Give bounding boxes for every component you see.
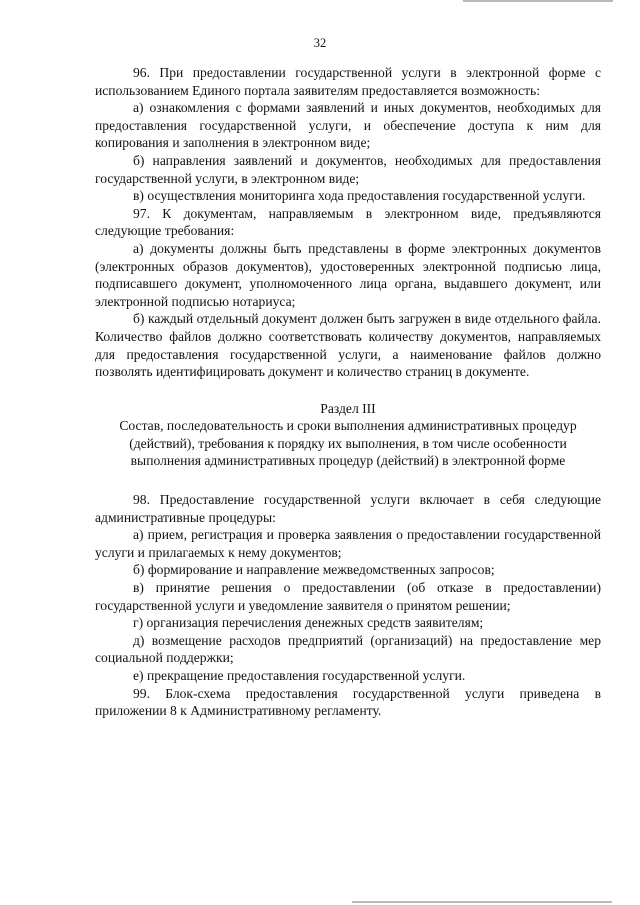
paragraph-98: 98. Предоставление государственной услуги включает в себя следующие административные процедуры: [95,492,601,525]
paragraph-96: 96. При предоставлении государственной услуги в электронной форме с использованием Единого портала заявителям предоставляется возможность: [95,65,601,98]
paragraph-97-item-b: б) каждый отдельный документ должен быть загружен в виде отдельного файла. Количество файлов должно соответствовать количеству документов, направляемых для предоставления государственной услуги, а наименование файлов должно позволять идентифицировать документ и количество страниц в документе. [95,311,601,380]
section-title: Состав, последовательность и сроки выполнения административных процедур (действий), требования к порядку их выполнения, в том числе особенности выполнения административных процедур (действий) в электронной форме [119,418,577,469]
paragraph-96-item-a: а) ознакомления с формами заявлений и иных документов, необходимых для предоставления государственной услуги, и обеспечение доступа к ним для копирования и заполнения в электронном виде; [95,100,601,151]
paragraph-97-item-a: а) документы должны быть представлены в форме электронных документов (электронных образов документов), удостоверенных электронной подписью лица, подписавшего документ, уполномоченного лица органа, выдавшего документ, или электронной подписью нотариуса; [95,240,601,309]
paragraph-99: 99. Блок-схема предоставления государственной услуги приведена в приложении 8 к Административному регламенту. [95,685,601,719]
paragraph-98-item-a: а) прием, регистрация и проверка заявления о предоставлении государственной услуги и прилагаемых к нему документов; [95,527,601,560]
paragraph-98-item-e: е) прекращение предоставления государственной услуги. [133,668,466,683]
paragraph-96-item-b: б) направления заявлений и документов, необходимых для предоставления государственной услуги, в электронном виде; [95,152,601,186]
section-label: Раздел III [320,400,376,416]
paragraph-98-item-d: д) возмещение расходов предприятий (организаций) на предоставление мер социальной поддержки; [95,632,601,666]
paragraph-98-item-g: г) организация перечисления денежных средств заявителям; [133,615,484,631]
paragraph-98-item-v: в) принятие решения о предоставлении (об отказе в предоставлении) государственной услуги и уведомление заявителя о принятом решении; [95,580,601,613]
paragraph-97: 97. К документам, направляемым в электронном виде, предъявляются следующие требования: [95,205,601,239]
page-number: 32 [313,36,327,50]
document-body [95,64,601,720]
paragraph-98-item-b: б) формирование и направление межведомственных запросов; [133,562,495,578]
paragraph-96-item-v: в) осуществления мониторинга хода предоставления государственной услуги. [133,188,586,204]
scan-edge-line-bottom [352,901,612,903]
scan-edge-line-top [463,0,613,2]
